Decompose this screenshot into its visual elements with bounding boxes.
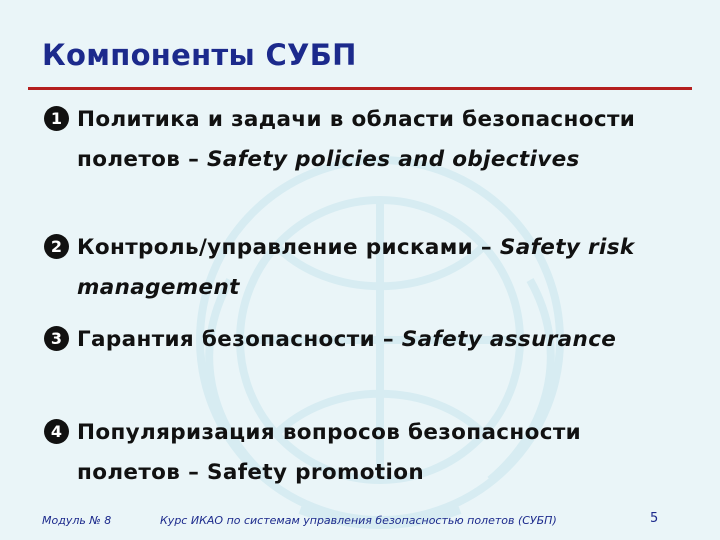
russian-text: Популяризация вопросов безопасности полетов – bbox=[77, 420, 582, 485]
page-number: 5 bbox=[650, 511, 659, 526]
russian-text: Политика и задачи в области безопасности полетов – bbox=[77, 107, 636, 172]
numbered-circle-icon: 3 bbox=[44, 326, 69, 351]
list-item-text bbox=[77, 228, 687, 308]
numbered-circle-icon: 1 bbox=[44, 106, 69, 131]
footer-module: Модуль № 8 bbox=[42, 514, 112, 527]
english-text: Safety risk management bbox=[77, 235, 635, 300]
english-text: Safety policies and objectives bbox=[207, 147, 580, 172]
list-item-text bbox=[77, 413, 687, 493]
footer-course: Курс ИКАО по системам управления безопасностью полетов (СУБП) bbox=[160, 514, 557, 527]
english-text: Safety assurance bbox=[401, 327, 617, 352]
slide-title: Компоненты СУБП bbox=[42, 38, 357, 72]
russian-text: Контроль/управление рисками – bbox=[77, 235, 500, 260]
numbered-circle-icon: 2 bbox=[44, 234, 69, 259]
english-text: Safety promotion bbox=[207, 460, 424, 485]
list-item-text bbox=[77, 320, 687, 360]
title-divider bbox=[28, 87, 692, 90]
numbered-circle-icon: 4 bbox=[44, 419, 69, 444]
list-item-text bbox=[77, 100, 687, 180]
russian-text: Гарантия безопасности – bbox=[77, 327, 402, 352]
